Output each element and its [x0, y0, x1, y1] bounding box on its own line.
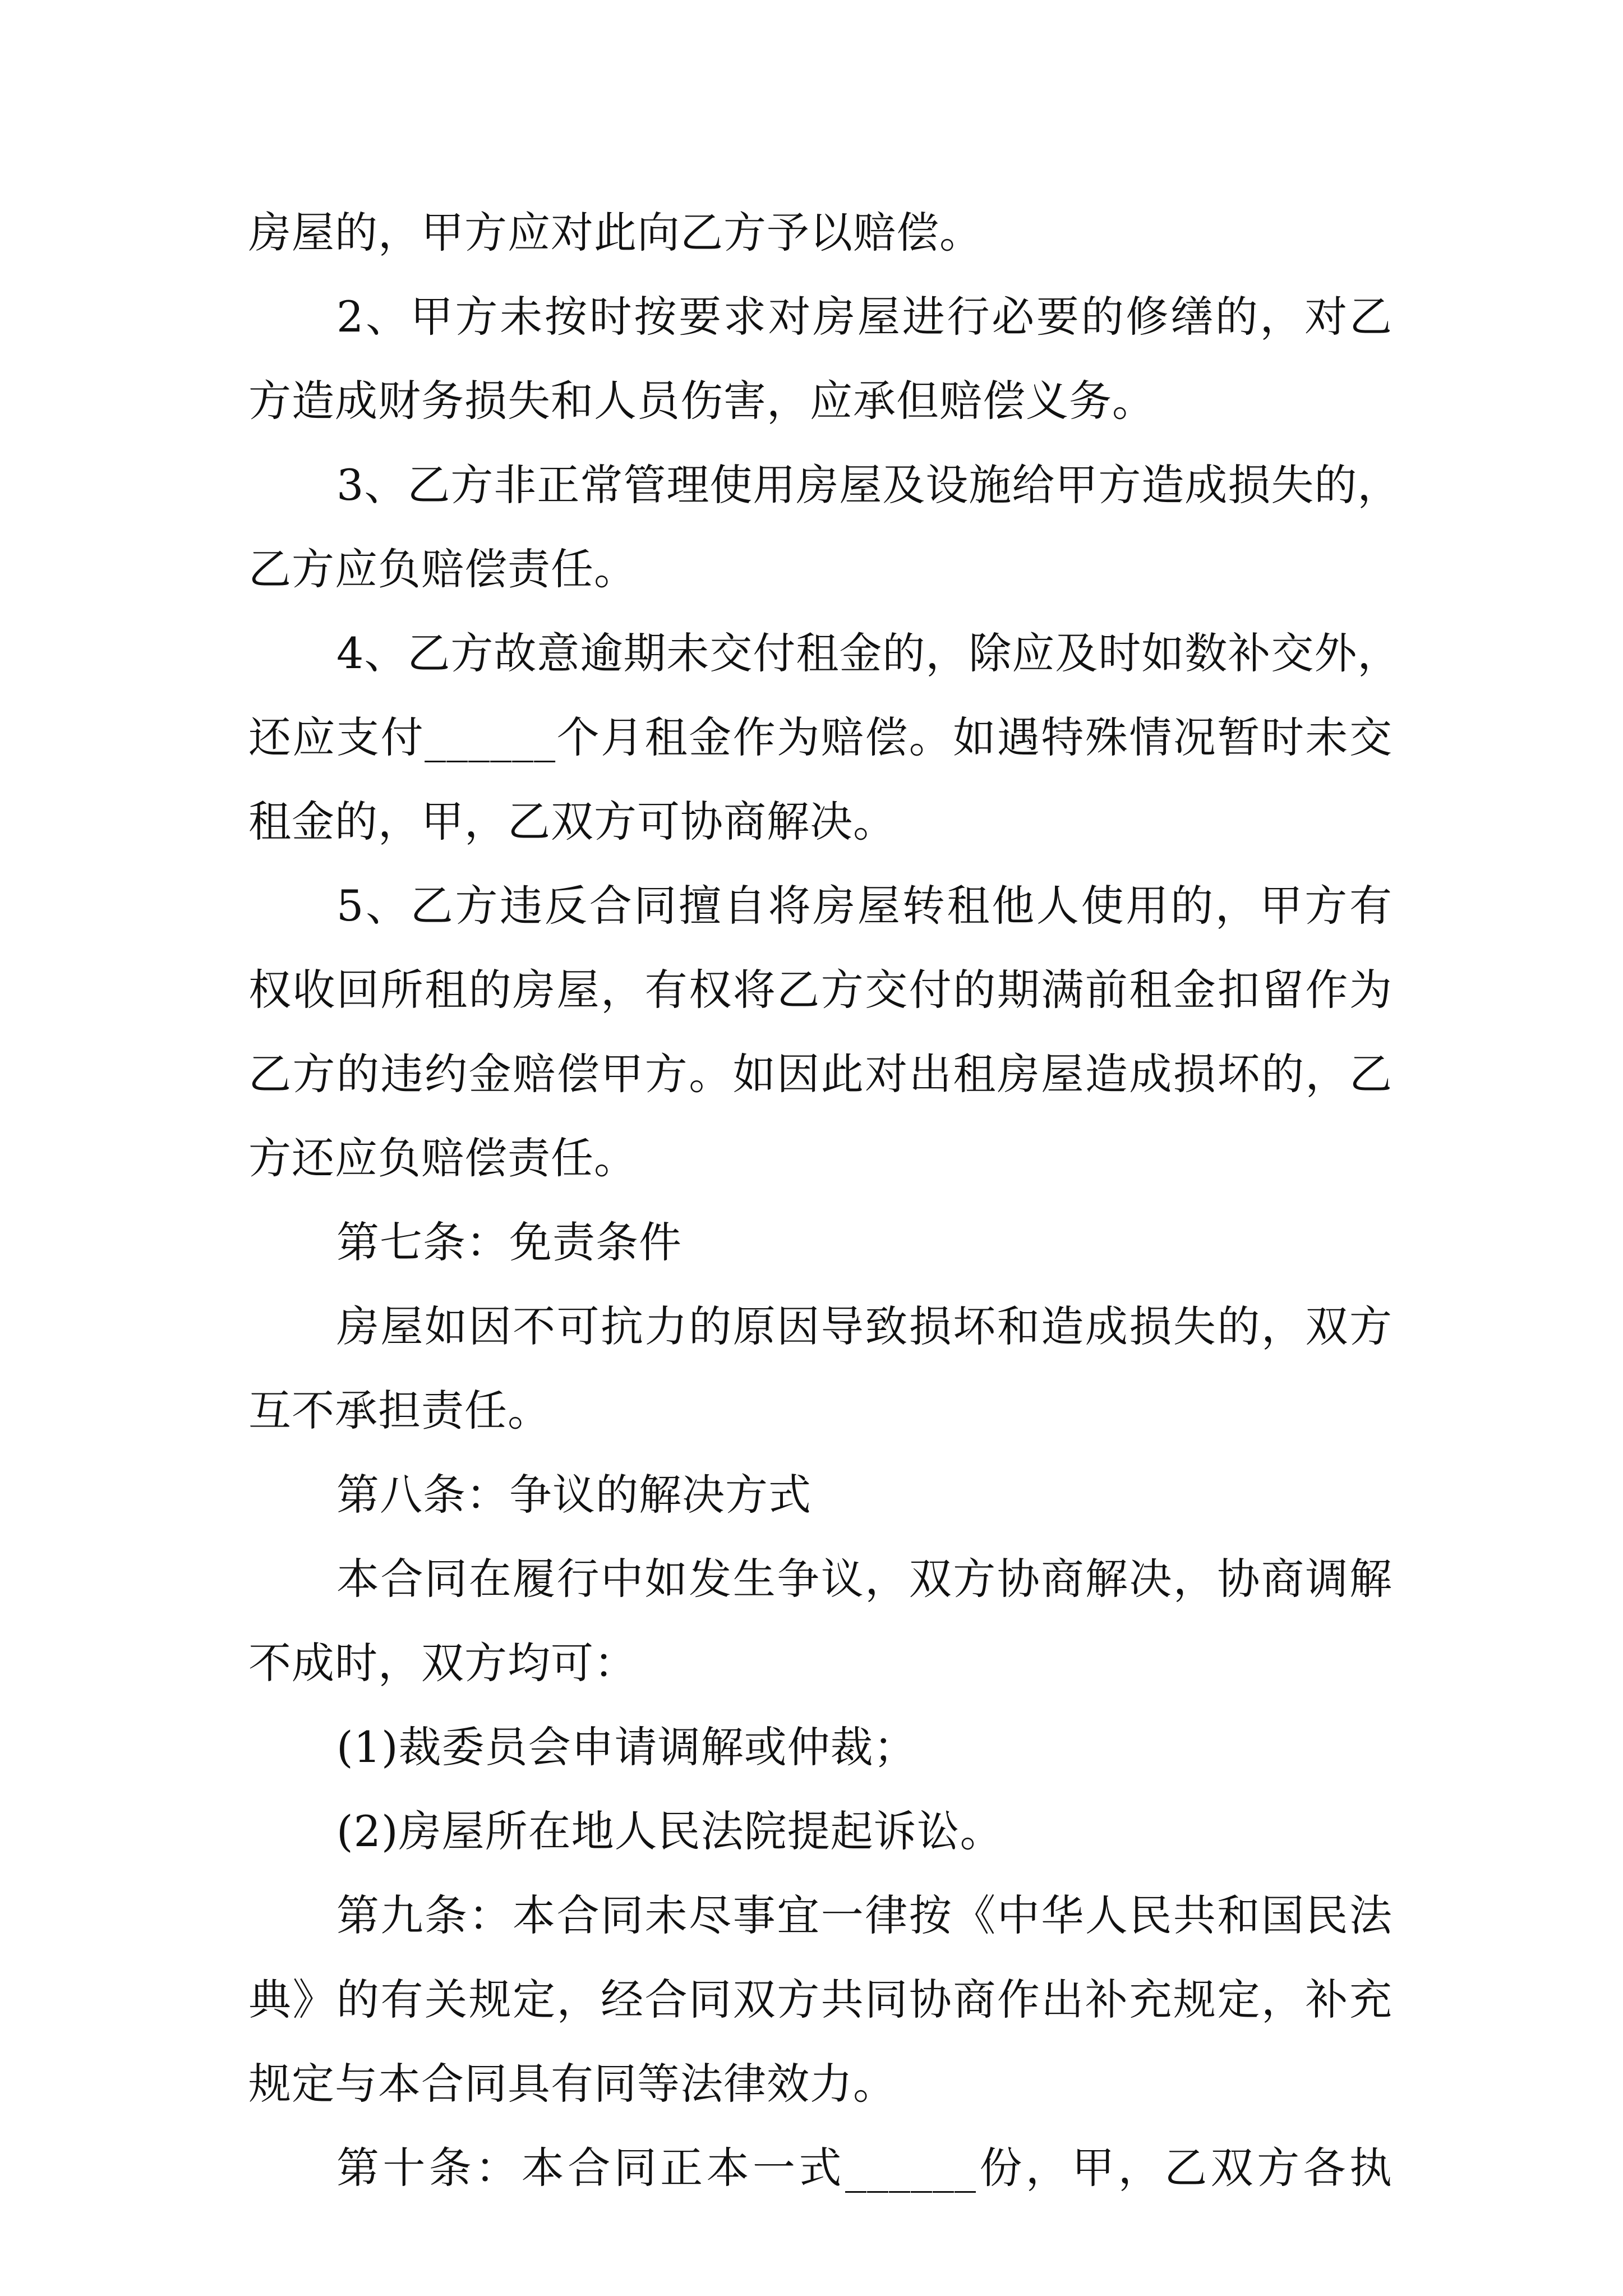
text-line: 2、甲方未按时按要求对房屋进行必要的修缮的，对乙: [336, 292, 1393, 342]
text-line: 方还应负赔偿责任。: [248, 1133, 637, 1183]
text-line: 互不承担责任。: [248, 1386, 551, 1435]
text-line: 房屋的，甲方应对此向乙方予以赔偿。: [248, 208, 983, 257]
text-line: 权收回所租的房屋，有权将乙方交付的期满前租金扣留作为: [248, 965, 1393, 1015]
section-heading: 第八条：争议的解决方式: [336, 1470, 811, 1520]
text-line: 4、乙方故意逾期未交付租金的，除应及时如数补交外，: [336, 628, 1401, 678]
section-heading: 第七条：免责条件: [336, 1217, 682, 1267]
text-line: 第十条：本合同正本一式______份，甲，乙双方各执: [336, 2143, 1393, 2193]
list-item: (2)房屋所在地人民法院提起诉讼。: [336, 1806, 1003, 1856]
text-line: 5、乙方违反合同擅自将房屋转租他人使用的，甲方有: [336, 881, 1393, 931]
text-line: 方造成财务损失和人员伤害，应承但赔偿义务。: [248, 376, 1155, 426]
text-line: 租金的，甲，乙双方可协商解决。: [248, 797, 896, 846]
text-line: 3、乙方非正常管理使用房屋及设施给甲方造成损失的，: [336, 460, 1401, 510]
text-line: 典》的有关规定，经合同双方共同协商作出补充规定，补充: [248, 1975, 1393, 2024]
text-line: 乙方的违约金赔偿甲方。如因此对出租房屋造成损坏的，乙: [248, 1049, 1393, 1099]
text-line: 还应支付______个月租金作为赔偿。如遇特殊情况暂时未交: [248, 712, 1393, 762]
text-line: 乙方应负赔偿责任。: [248, 544, 637, 594]
text-line: 本合同在履行中如发生争议，双方协商解决，协商调解: [336, 1554, 1393, 1604]
text-line: 不成时，双方均可：: [248, 1638, 637, 1688]
text-line: 第九条：本合同未尽事宜一律按《中华人民共和国民法: [336, 1890, 1393, 1940]
list-item: (1)裁委员会申请调解或仲裁；: [336, 1722, 917, 1772]
text-line: 规定与本合同具有同等法律效力。: [248, 2059, 896, 2109]
text-line: 房屋如因不可抗力的原因导致损坏和造成损失的，双方: [336, 1301, 1393, 1351]
